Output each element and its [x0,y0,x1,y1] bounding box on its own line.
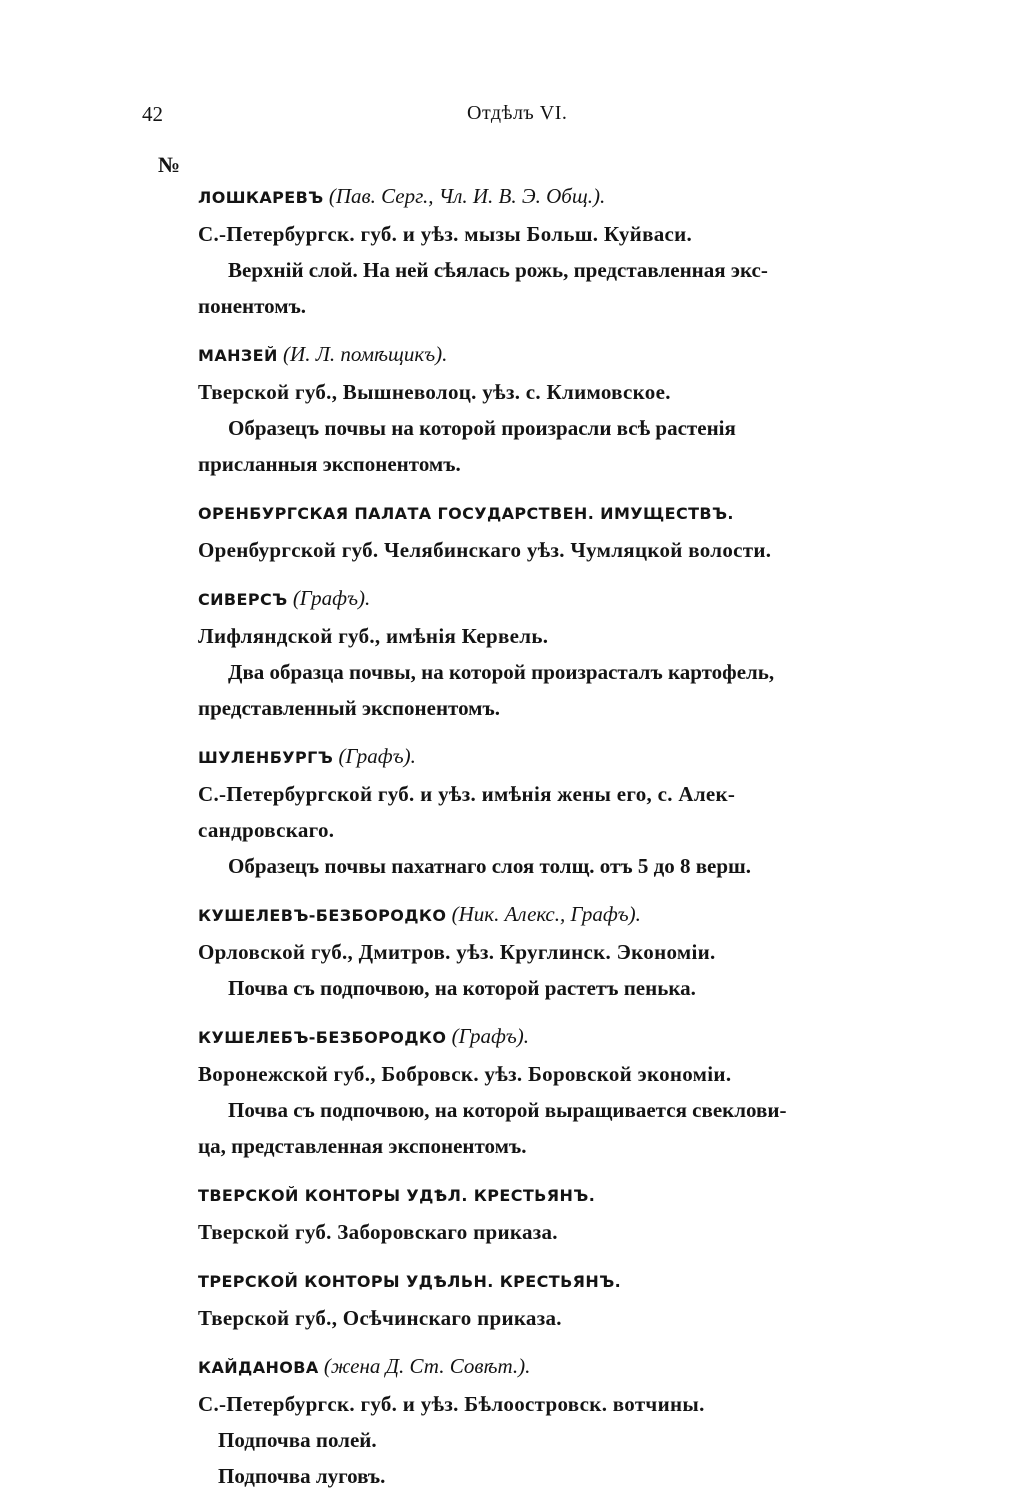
entry-location-continued: сандровскаго. [198,818,335,842]
exhibitor-note: (И. Л. помѣщикъ). [277,342,448,366]
entry-heading [198,1348,898,1386]
entry-description: ца, представленная экспонентомъ. [198,1134,527,1158]
exhibitor-note: (Графъ). [287,586,371,610]
page-number: 42 [142,102,163,126]
entry-description: представленный экспонентомъ. [198,696,500,720]
exhibitor-note: (Графъ). [446,1024,530,1048]
entry-heading [198,580,898,618]
exhibitor-name: ТРЕРСКОЙ КОНТОРЫ УДѢЛЬН. КРЕСТЬЯНЪ. [198,1272,622,1291]
exhibitor-name: ТВЕРСКОЙ КОНТОРЫ УДѢЛ. КРЕСТЬЯНЪ. [198,1186,596,1205]
entry [198,178,898,324]
exhibitor-note: (Графъ). [333,744,416,768]
entry [198,580,898,726]
entry-description: Образецъ почвы на которой произрасли всѣ растенія [228,416,736,440]
entry-description: Два образца почвы, на которой произрасталъ картофель, [228,660,775,684]
exhibitor-note: (Ник. Алекс., Графъ). [446,902,641,926]
exhibitor-name: КУШЕЛЕБЪ-БЕЗБОРОДКО [198,1028,447,1047]
entry-heading [198,178,898,216]
exhibitor-name: ЛОШКАРЕВЪ [198,188,324,207]
entry-heading [198,896,898,934]
entry-description: Подпочва луговъ. [218,1464,386,1488]
entry [198,1018,898,1164]
entry [198,1348,898,1494]
exhibitor-name: МАНЗЕЙ [198,346,278,365]
entry-description: Верхній слой. На ней сѣялась рожь, представленная экс- [228,258,768,282]
entry-location: Тверской губ., Осѣчинскаго приказа. [198,1306,562,1330]
entry-location: Оренбургской губ. Челябинскаго уѣз. Чумляцкой волости. [198,538,772,562]
entry-location: С.-Петербургской губ. и уѣз. имѣнія жены его, с. Алек- [198,782,736,806]
entry-description: Подпочва полей. [218,1428,377,1452]
entry-heading [198,494,898,532]
entry-location: Лифляндской губ., имѣнія Кервель. [198,624,549,648]
entry-description: Образецъ почвы пахатнаго слоя толщ. отъ 5 до 8 верш. [228,854,752,878]
exhibitor-name: ОРЕНБУРГСКАЯ ПАЛАТА ГОСУДАРСТВЕН. ИМУЩЕСТВЪ. [198,504,734,523]
entry-description: Почва съ подпочвою, на которой выращивается свеклови- [228,1098,787,1122]
entry [198,1262,898,1336]
entry-heading [198,738,898,776]
entry-location: Тверской губ. Заборовскаго приказа. [198,1220,558,1244]
entry [198,494,898,568]
exhibitor-note: (Пав. Серг., Чл. И. В. Э. Общ.). [323,184,606,208]
entry-location: С.-Петербургск. губ. и уѣз. мызы Больш. Куйваси. [198,222,693,246]
section-title: Отдѣлъ VI. [467,102,568,124]
entry-heading [198,1018,898,1056]
exhibitor-name: СИВЕРСЪ [198,590,288,609]
entry-location: Тверской губ., Вышневолоц. уѣз. с. Климовское. [198,380,671,404]
entry-description: присланныя экспонентомъ. [198,452,461,476]
entry [198,1176,898,1250]
exhibitor-note: (жена Д. Ст. Совѣт.). [318,1354,531,1378]
entry-description: понентомъ. [198,294,307,318]
entry-list [198,178,898,1506]
exhibitor-name: КУШЕЛЕВЪ-БЕЗБОРОДКО [198,906,447,925]
entry-location: С.-Петербургск. губ. и уѣз. Бѣлоостровск. вотчины. [198,1392,705,1416]
entry-location: Орловской губ., Дмитров. уѣз. Круглинск. Экономіи. [198,940,716,964]
entry [198,896,898,1006]
entry-description: Почва съ подпочвою, на которой растетъ пенька. [228,976,696,1000]
entry-heading [198,336,898,374]
entry [198,738,898,884]
entry-heading [198,1262,898,1300]
entry-location: Воронежской губ., Бобровск. уѣз. Боровской экономіи. [198,1062,732,1086]
exhibitor-name: ШУЛЕНБУРГЪ [198,748,334,767]
exhibitor-name: КАЙДАНОВА [198,1358,319,1377]
number-sign: № [158,152,181,177]
entry-heading [198,1176,898,1214]
entry [198,336,898,482]
